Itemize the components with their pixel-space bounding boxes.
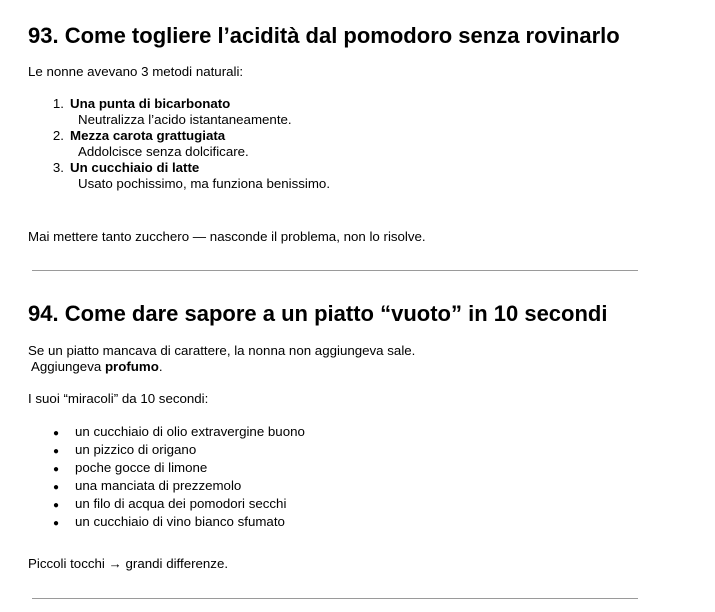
- list-item-title: Un cucchiaio di latte: [70, 160, 200, 175]
- divider: [32, 270, 638, 271]
- list-item: [24, 128, 330, 144]
- list-item-desc: Addolcisce senza dolcificare.: [78, 144, 249, 159]
- section-93-intro: Le nonne avevano 3 metodi naturali:: [28, 64, 244, 79]
- bullet-icon: ●: [52, 464, 59, 475]
- list-number: 3.: [52, 160, 64, 175]
- bullet-icon: ●: [52, 482, 59, 493]
- bullet-icon: ●: [52, 428, 59, 439]
- numbered-list: [24, 96, 330, 192]
- list-item-desc: Neutralizza l’acido istantaneamente.: [78, 112, 292, 127]
- divider: [32, 598, 638, 599]
- list-item-title: Mezza carota grattugiata: [70, 128, 226, 143]
- list-number: 2.: [52, 128, 64, 143]
- bullet-icon: ●: [52, 500, 59, 511]
- emphasis-profumo: profumo: [104, 359, 159, 374]
- bullet-item: ● un filo di acqua dei pomodori secchi: [0, 496, 305, 514]
- list-number: 1.: [52, 96, 64, 111]
- section-94-note: Piccoli tocchi → grandi differenze.: [28, 556, 229, 571]
- section-94-list-intro: I suoi “miracoli” da 10 secondi:: [28, 391, 209, 406]
- list-item: [24, 160, 330, 176]
- section-94-intro: Se un piatto mancava di carattere, la nonna non aggiungeva sale.: [28, 343, 416, 358]
- list-item-desc: Usato pochissimo, ma funziona benissimo.: [78, 176, 331, 191]
- section-93-note: Mai mettere tanto zucchero — nasconde il problema, non lo risolve.: [28, 229, 426, 244]
- list-item-title: Una punta di bicarbonato: [70, 96, 231, 111]
- section-94-title: 94. Come dare sapore a un piatto “vuoto” in 10 secondi: [28, 301, 608, 326]
- bullet-list: [0, 424, 305, 532]
- bullet-item: ● una manciata di prezzemolo: [0, 478, 305, 496]
- bullet-item: ● poche gocce di limone: [0, 460, 305, 478]
- bullet-icon: ●: [52, 446, 59, 457]
- bullet-item: ● un cucchiaio di vino bianco sfumato: [0, 514, 305, 532]
- bullet-item: ● un cucchiaio di olio extravergine buono: [0, 424, 305, 442]
- bullet-item: ● un pizzico di origano: [0, 442, 305, 460]
- section-94-intro-2: Aggiungeva profumo.: [31, 359, 163, 374]
- section-93-title: 93. Come togliere l’acidità dal pomodoro senza rovinarlo: [28, 23, 620, 48]
- list-item: [24, 96, 330, 112]
- bullet-icon: ●: [52, 518, 59, 529]
